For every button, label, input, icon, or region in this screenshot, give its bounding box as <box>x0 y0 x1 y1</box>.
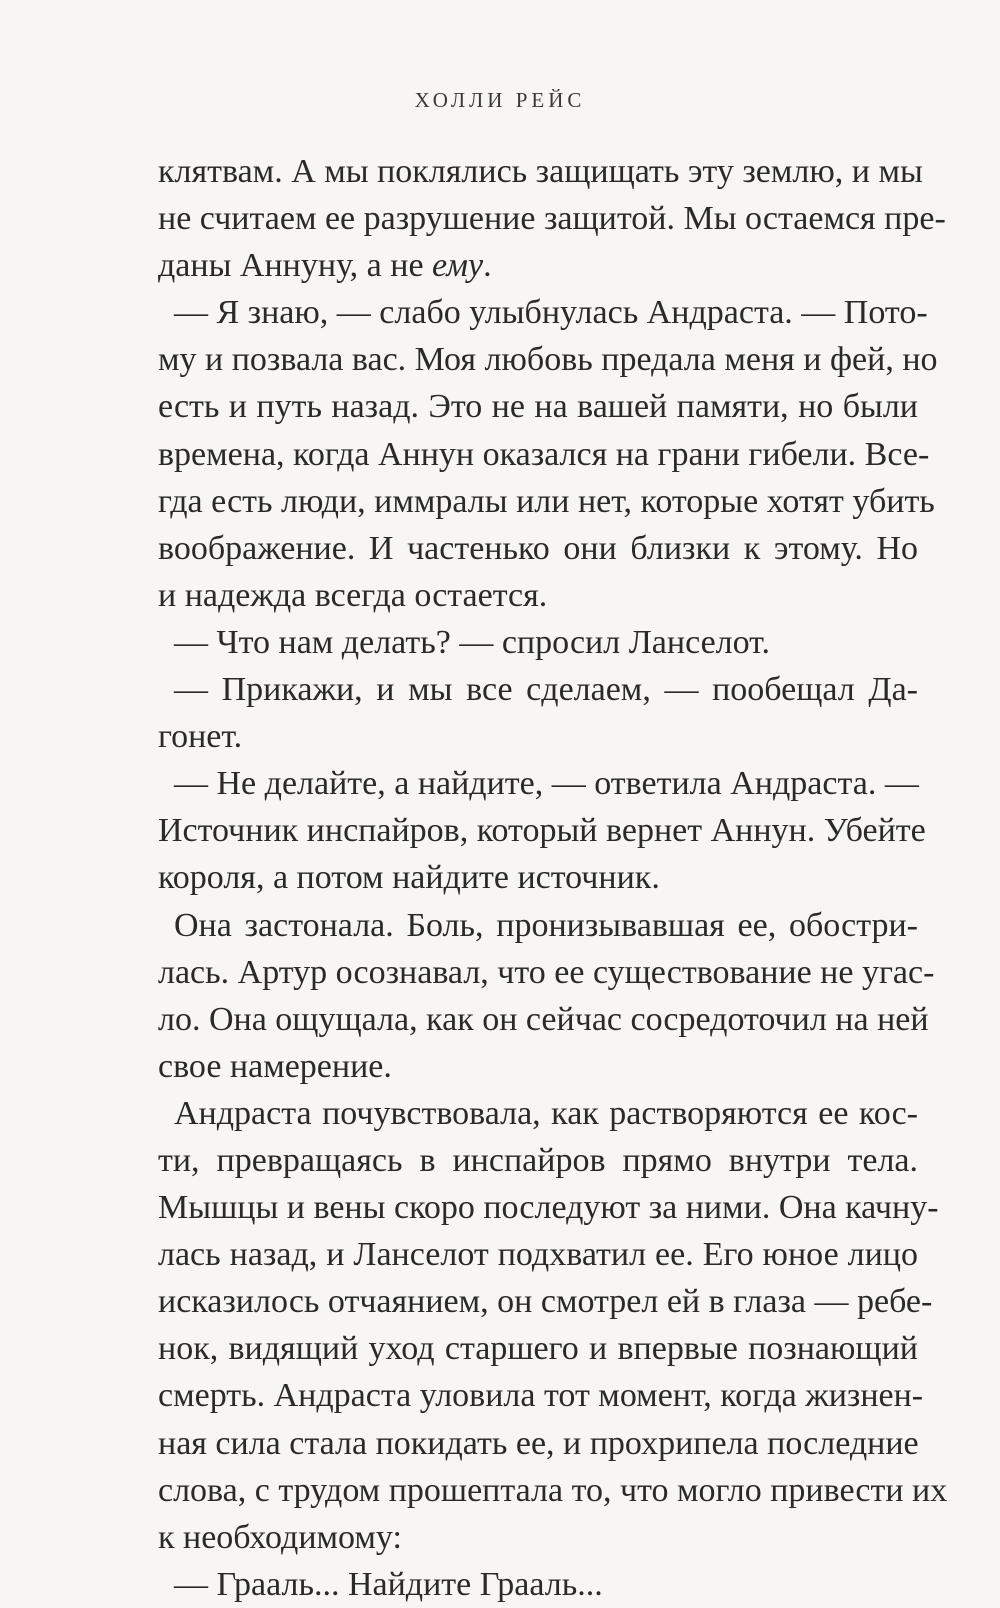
text-line: Мышцы и вены скоро последуют за ними. Она качну- <box>158 1189 939 1227</box>
text-line: Андраста почувствовала, как растворяются ее кос- <box>174 1094 918 1132</box>
text-line: ная сила стала покидать ее, и прохрипела последние <box>158 1424 919 1462</box>
text-line: ти, превращаясь в инспайров прямо внутри тела. <box>158 1141 918 1179</box>
text-line: — Я знаю, — слабо улыбнулась Андраста. — Пото- <box>174 294 928 332</box>
running-head: ХОЛЛИ РЕЙС <box>414 88 586 112</box>
text-line: — Прикажи, и мы все сделаем, — пообещал Да- <box>174 671 918 709</box>
text-line: времена, когда Аннун оказался на грани гибели. Все- <box>158 435 930 473</box>
text-line: — Не делайте, а найдите, — ответила Андраста. — <box>174 765 919 803</box>
text-line: нок, видящий уход старшего и впервые познающий <box>158 1330 918 1368</box>
text-line: — Грааль... Найдите Грааль... <box>174 1565 603 1603</box>
text-line: — Что нам делать? — спросил Ланселот. <box>174 623 770 661</box>
text-line <box>158 242 918 289</box>
text-line: лась. Артур осознавал, что ее существование не угас- <box>158 953 935 991</box>
text-line: короля, а потом найдите источник. <box>158 859 660 897</box>
text-line-part: даны Аннуну, а не <box>158 247 433 285</box>
text-line: ло. Она ощущала, как он сейчас сосредоточил на ней <box>158 1000 929 1038</box>
text-line: воображение. И частенько они близки к этому. Но <box>158 529 918 567</box>
text-line: к необходимому: <box>158 1518 402 1556</box>
text-line: исказилось отчаянием, он смотрел ей в глаза — ребе- <box>158 1283 933 1321</box>
emphasized-word: ему <box>432 247 484 285</box>
body-text <box>158 148 948 1608</box>
text-line: не считаем ее разрушение защитой. Мы остаемся пре- <box>158 200 946 238</box>
text-line: и надежда всегда остается. <box>158 576 548 614</box>
text-line: Она застонала. Боль, пронизывавшая ее, обостри- <box>174 906 918 944</box>
text-line: гда есть люди, иммралы или нет, которые хотят убить <box>158 482 935 520</box>
text-line: му и позвала вас. Моя любовь предала меня и фей, но <box>158 341 938 379</box>
text-line: лась назад, и Ланселот подхватил ее. Его юное лицо <box>158 1236 918 1274</box>
text-line: Источник инспайров, который вернет Аннун. Убейте <box>158 812 926 850</box>
text-line: гонет. <box>158 718 243 756</box>
text-line: слова, с трудом прошептала то, что могло привести их <box>158 1471 948 1509</box>
text-line: есть и путь назад. Это не на вашей памяти, но были <box>158 388 918 426</box>
text-line-part: . <box>483 247 492 285</box>
text-line: смерть. Андраста уловила тот момент, когда жизнен- <box>158 1377 924 1415</box>
text-line: клятвам. А мы поклялись защищать эту землю, и мы <box>158 153 923 190</box>
text-line: свое намерение. <box>158 1047 392 1085</box>
